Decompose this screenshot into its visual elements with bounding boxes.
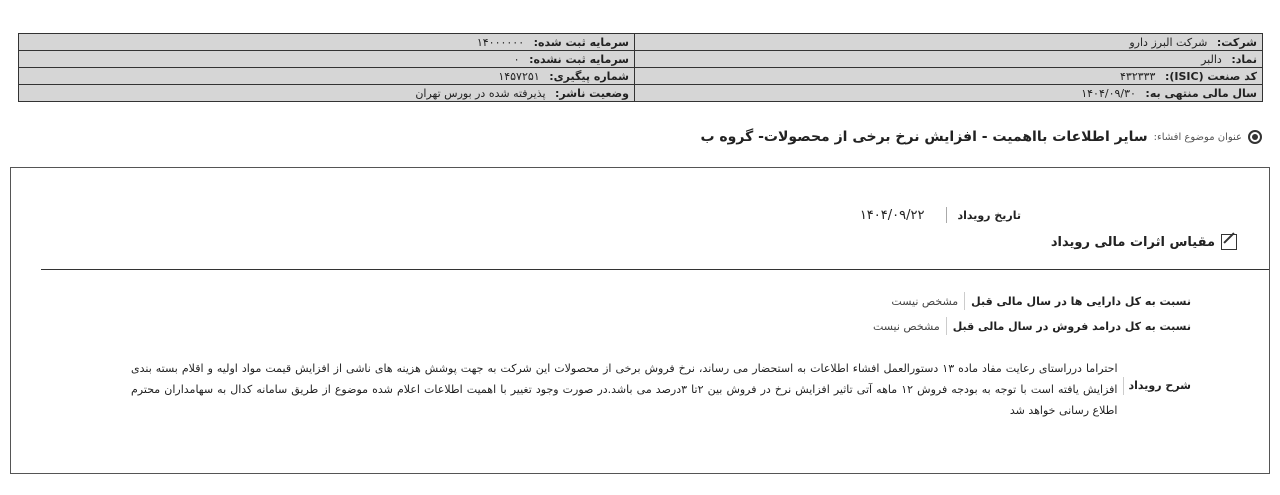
divider xyxy=(946,317,947,335)
event-description xyxy=(131,358,1191,421)
tracking-cell xyxy=(19,68,635,85)
revenue-ratio-value: مشخص نیست xyxy=(872,319,940,333)
divider xyxy=(1123,377,1124,395)
company-cell xyxy=(635,34,1263,51)
unreg-capital-label: سرمایه ثبت نشده: xyxy=(529,52,629,66)
divider xyxy=(964,292,965,310)
info-row xyxy=(19,68,1263,85)
publisher-status-cell xyxy=(19,85,635,102)
unreg-capital-value: ۰ xyxy=(513,52,520,66)
fiscal-cell xyxy=(635,85,1263,102)
event-description-text: احتراما درراستای رعایت مفاد ماده ۱۳ دستورالعمل افشاء اطلاعات به استحضار می رساند، نرخ فروش برخی از محصولات این شرکت به جهت پوشش هزینه های ناشی از افزایش قیمت مواد اولیه و اقلام بسته بندی افزایش یافته است با توجه به بودجه فروش ۱۲ ماهه آتی تاثیر افزایش نرخ در فروش بین ۲تا ۳درصد می باشد.در صورت وجود تغییر با اهمیت اطلاعات اعلام شده موضوع از طریق سامانه کدال به سهامداران محترم اطلاع رسانی خواهد شد xyxy=(131,362,1118,417)
reg-capital-cell xyxy=(19,34,635,51)
company-info-table xyxy=(18,33,1263,102)
revenue-ratio-row xyxy=(873,317,1191,335)
assets-ratio-label: نسبت به کل دارایی ها در سال مالی قبل xyxy=(971,294,1191,308)
radio-bullet-icon xyxy=(1248,130,1262,144)
financial-effects-title: مقیاس اثرات مالی رویداد xyxy=(1050,234,1215,250)
event-date-value: ۱۴۰۴/۰۹/۲۲ xyxy=(859,207,925,223)
publisher-status-label: وضعیت ناشر: xyxy=(555,86,629,100)
info-row xyxy=(19,51,1263,68)
disclosure-title-row xyxy=(700,122,1262,152)
info-row xyxy=(19,85,1263,102)
financial-effects-heading xyxy=(1051,234,1237,250)
isic-cell xyxy=(635,68,1263,85)
event-description-label: شرح رویداد xyxy=(1128,379,1191,392)
isic-label: کد صنعت (ISIC): xyxy=(1164,69,1257,83)
company-label: شرکت: xyxy=(1216,35,1257,49)
disclosure-title: سایر اطلاعات بااهمیت - افزایش نرخ برخی از محصولات- گروه ب xyxy=(700,129,1148,145)
disclosure-title-label: عنوان موضوع افشاء: xyxy=(1153,131,1242,143)
publisher-status-value: پذیرفته شده در بورس تهران xyxy=(415,86,546,100)
symbol-value: دالبر xyxy=(1201,52,1222,66)
unreg-capital-cell xyxy=(19,51,635,68)
tracking-value: ۱۴۵۷۲۵۱ xyxy=(498,69,540,83)
info-row xyxy=(19,34,1263,51)
revenue-ratio-label: نسبت به کل درامد فروش در سال مالی قبل xyxy=(952,319,1191,333)
section-divider xyxy=(41,269,1269,270)
company-value: شرکت البرز دارو xyxy=(1129,35,1208,49)
isic-value: ۴۳۲۳۳۳ xyxy=(1120,69,1156,83)
assets-ratio-row xyxy=(891,292,1191,310)
fiscal-label: سال مالی منتهی به: xyxy=(1145,86,1257,100)
edit-note-icon xyxy=(1221,234,1237,250)
reg-capital-value: ۱۴۰۰۰۰۰۰ xyxy=(476,35,525,49)
tracking-label: شماره پیگیری: xyxy=(549,69,629,83)
divider xyxy=(946,207,947,223)
assets-ratio-value: مشخص نیست xyxy=(891,294,959,308)
symbol-cell xyxy=(635,51,1263,68)
event-date-label: تاریخ رویداد xyxy=(957,208,1021,222)
event-panel xyxy=(10,167,1270,474)
fiscal-value: ۱۴۰۴/۰۹/۳۰ xyxy=(1081,86,1136,100)
reg-capital-label: سرمایه ثبت شده: xyxy=(533,35,629,49)
event-date xyxy=(860,207,1021,223)
symbol-label: نماد: xyxy=(1231,52,1257,66)
